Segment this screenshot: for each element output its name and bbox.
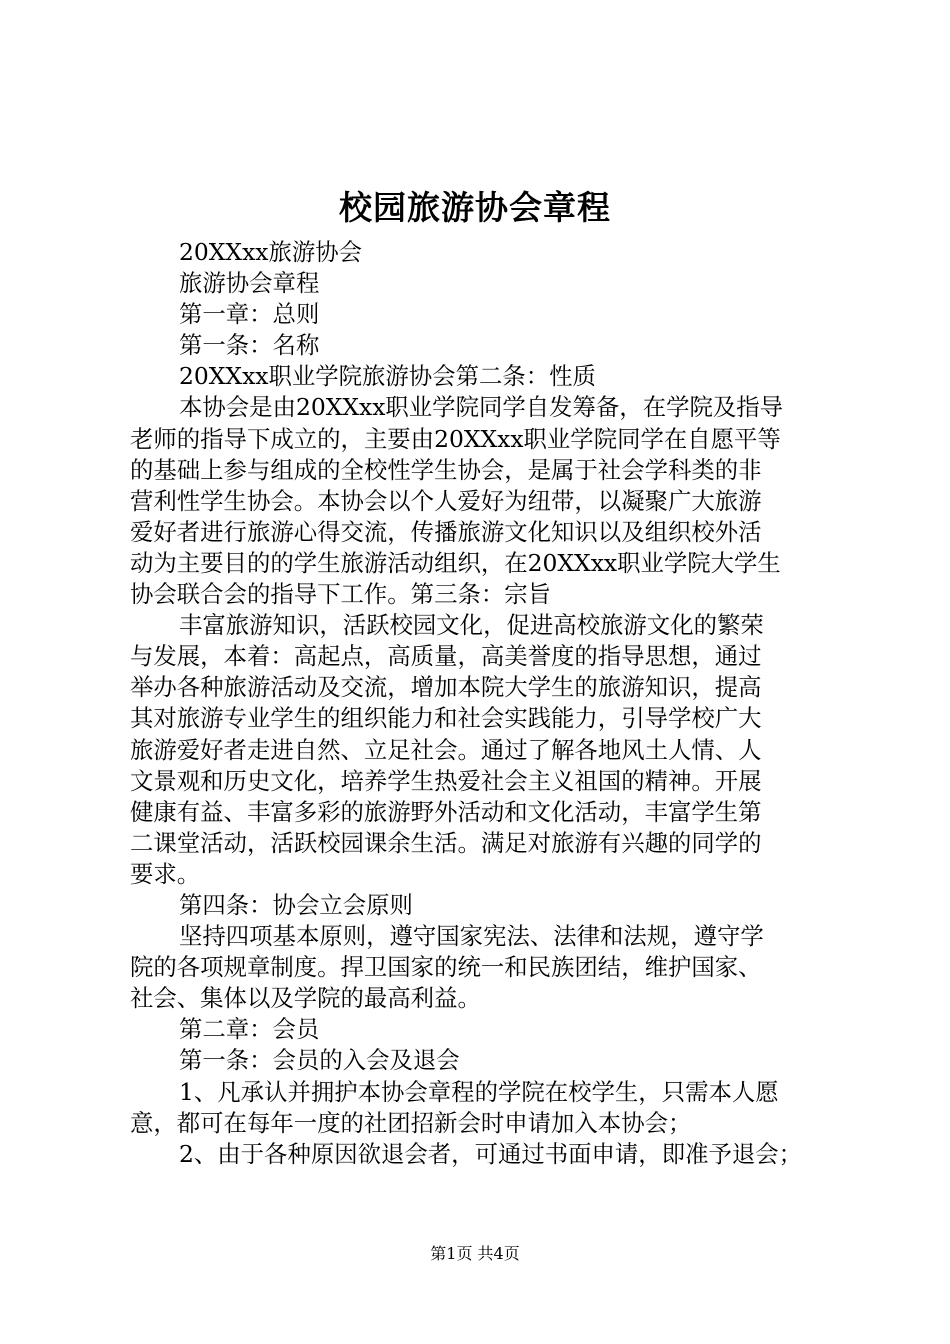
paragraph-line: 动为主要目的的学生旅游活动组织，在20XXxx职业学院大学生 [130, 548, 781, 577]
paragraph-line: 坚持四项基本原则，遵守国家宪法、法律和法规，遵守学 [179, 922, 764, 951]
article-heading: 第四条：协会立会原则 [179, 890, 413, 919]
chapter-heading: 第二章：会员 [179, 1015, 320, 1044]
paragraph-line: 要求。 [130, 859, 201, 888]
paragraph-line: 老师的指导下成立的，主要由20XXxx职业学院同学在自愿平等 [130, 424, 781, 453]
list-item-line: 意，都可在每年一度的社团招新会时申请加入本协会； [130, 1108, 692, 1137]
paragraph-line: 二课堂活动，活跃校园课余生活。满足对旅游有兴趣的同学的 [130, 828, 762, 857]
page-footer: 第1页 共4页 [430, 1244, 520, 1263]
paragraph-line: 爱好者进行旅游心得交流，传播旅游文化知识以及组织校外活 [130, 517, 762, 546]
paragraph-line: 与发展，本着：高起点，高质量，高美誉度的指导思想，通过 [130, 642, 762, 671]
text-line: 旅游协会章程 [179, 269, 320, 298]
chapter-heading: 第一章：总则 [179, 300, 320, 329]
article-heading: 第一条：会员的入会及退会 [179, 1046, 460, 1075]
article-heading: 第一条：名称 [179, 331, 320, 360]
paragraph-line: 举办各种旅游活动及交流，增加本院大学生的旅游知识，提高 [130, 673, 762, 702]
paragraph-line: 健康有益、丰富多彩的旅游野外活动和文化活动，丰富学生第 [130, 797, 762, 826]
paragraph-line: 营利性学生协会。本协会以个人爱好为纽带，以凝聚广大旅游 [130, 486, 762, 515]
document-body [130, 237, 830, 1170]
paragraph-line: 丰富旅游知识，活跃校园文化，促进高校旅游文化的繁荣 [179, 611, 764, 640]
paragraph-line: 协会联合会的指导下工作。第三条：宗旨 [130, 580, 552, 609]
list-item-line: 2、由于各种原因欲退会者，可通过书面申请，即准予退会； [179, 1139, 803, 1168]
paragraph-line: 旅游爱好者走进自然、立足社会。通过了解各地风土人情、人 [130, 735, 762, 764]
paragraph-line: 本协会是由20XXxx职业学院同学自发筹备，在学院及指导 [179, 393, 784, 422]
text-line: 20XXxx职业学院旅游协会第二条：性质 [179, 362, 596, 391]
paragraph-line: 文景观和历史文化，培养学生热爱社会主义祖国的精神。开展 [130, 766, 762, 795]
document-title: 校园旅游协会章程 [339, 188, 611, 227]
paragraph-line: 院的各项规章制度。捍卫国家的统一和民族团结，维护国家、 [130, 953, 762, 982]
text-line: 20XXxx旅游协会 [179, 238, 363, 266]
list-item-line: 1、凡承认并拥护本协会章程的学院在校学生，只需本人愿 [179, 1077, 779, 1106]
paragraph-line: 的基础上参与组成的全校性学生协会，是属于社会学科类的非 [130, 455, 762, 484]
paragraph-line: 社会、集体以及学院的最高利益。 [130, 984, 481, 1013]
paragraph-line: 其对旅游专业学生的组织能力和社会实践能力，引导学校广大 [130, 704, 762, 733]
